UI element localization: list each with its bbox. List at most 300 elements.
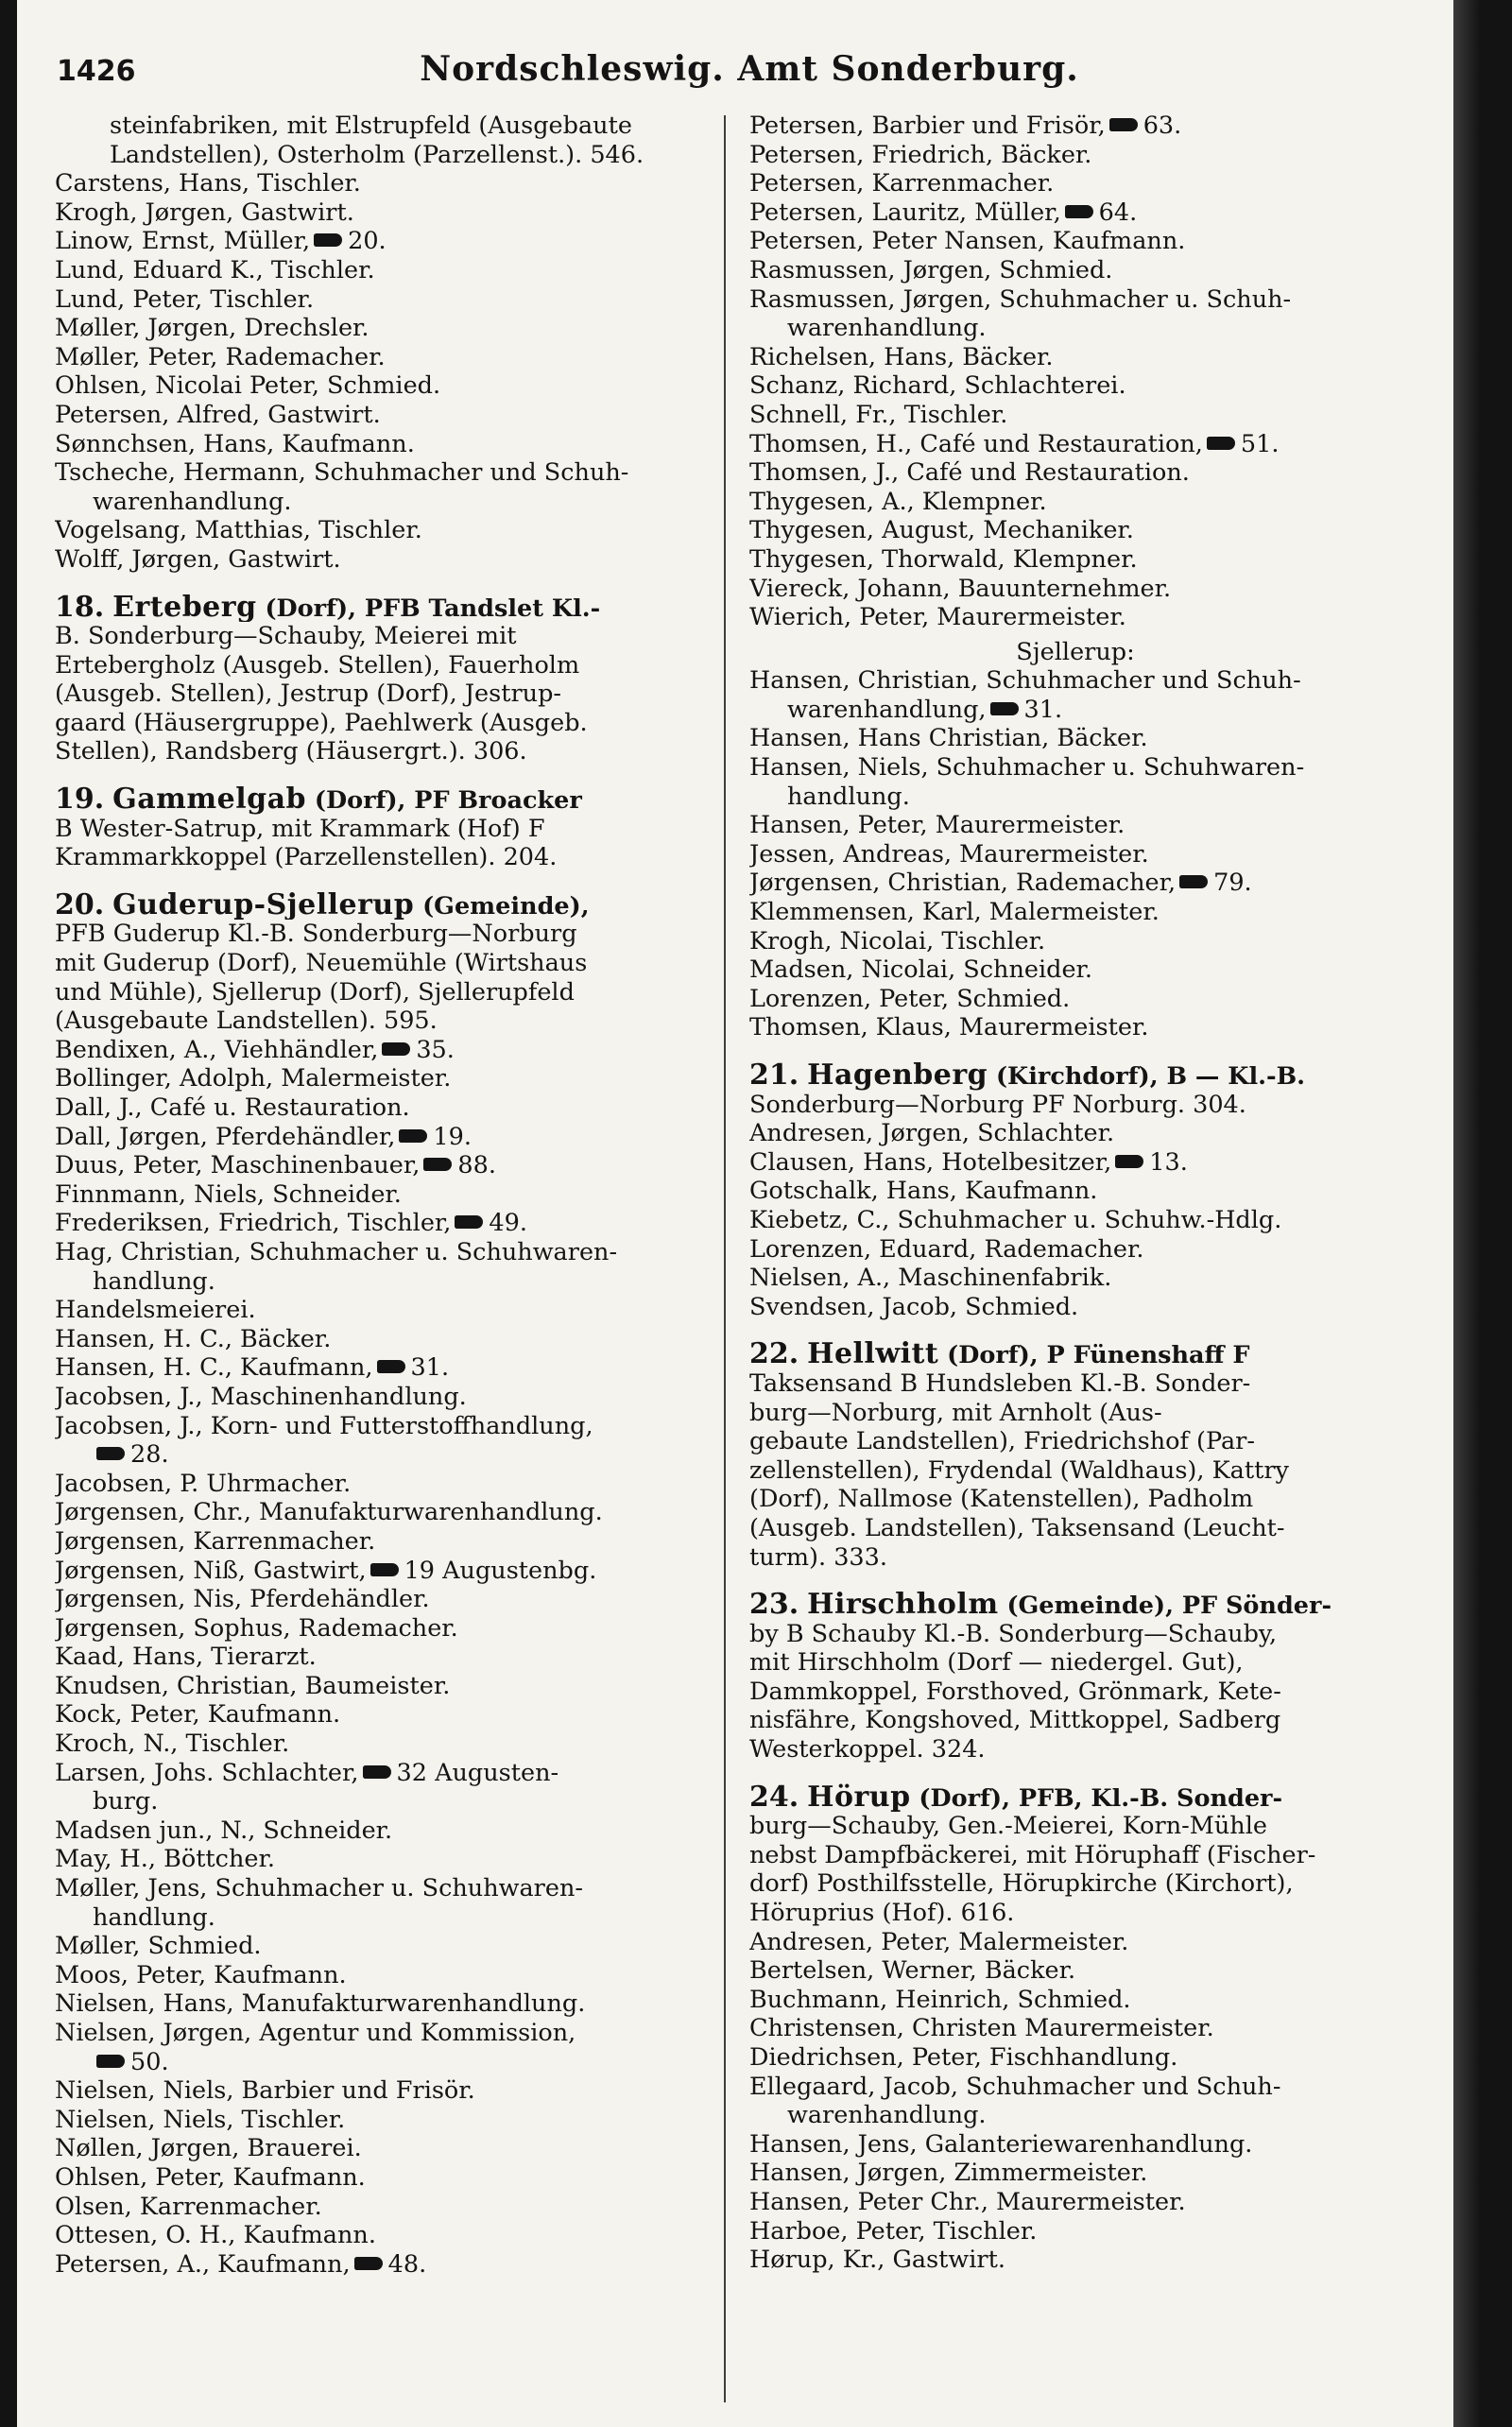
- entry-text: (Ausgeb. Stellen), Jestrup (Dorf), Jestrup-: [55, 680, 562, 709]
- entry-line: [55, 1036, 707, 1065]
- entry-text: Jessen, Andreas, Maurermeister.: [749, 839, 1149, 869]
- entry-text: Diedrichsen, Peter, Fischhandlung.: [749, 2043, 1178, 2072]
- section-gap: [55, 766, 707, 782]
- entry-line: [749, 1869, 1401, 1899]
- entry-text: Moos, Peter, Kaufmann.: [55, 1960, 347, 1989]
- entry-text: Westerkoppel. 324.: [749, 1735, 986, 1764]
- entry-text: (Dorf), PFB, Kl.-B. Sonder-: [910, 1783, 1283, 1813]
- entry-line: [749, 343, 1401, 372]
- entry-text: warenhandlung,: [787, 695, 987, 724]
- telephone-icon: [455, 1215, 483, 1229]
- section-number: 22.: [749, 1340, 799, 1369]
- entry-line: [749, 1620, 1401, 1649]
- section-heading: [55, 785, 707, 815]
- entry-line: [749, 1119, 1401, 1148]
- entry-line: [749, 783, 1401, 812]
- entry-line: [749, 141, 1401, 170]
- entry-text: Ertebergholz (Ausgeb. Stellen), Fauerholm: [55, 650, 580, 680]
- entry-line: [55, 651, 707, 680]
- entry-text: Dall, Jørgen, Pferdehändler,: [55, 1122, 396, 1151]
- entry-text: Tscheche, Hermann, Schuhmacher und Schuh-: [55, 458, 629, 488]
- entry-text: Nielsen, Niels, Tischler.: [55, 2105, 346, 2134]
- entry-text: Bertelsen, Werner, Bäcker.: [749, 1956, 1076, 1986]
- entry-line: [749, 1514, 1401, 1543]
- entry-line: [749, 1013, 1401, 1042]
- entry-line: [55, 1989, 707, 2019]
- entry-line: [749, 198, 1401, 228]
- entry-line: [55, 343, 707, 372]
- section-heading: [749, 1061, 1401, 1091]
- entry-text: steinfabriken, mit Elstrupfeld (Ausgebaute: [110, 112, 632, 140]
- section-heading: [749, 1591, 1401, 1620]
- entry-text: Ottesen, O. H., Kaufmann.: [55, 2221, 376, 2250]
- entry-text: Møller, Peter, Rademacher.: [55, 342, 386, 371]
- entry-text: Richelsen, Hans, Bäcker.: [749, 342, 1054, 371]
- entry-line: [55, 1585, 707, 1614]
- entry-line: [55, 2193, 707, 2222]
- entry-text: Kaad, Hans, Tierarzt.: [55, 1643, 317, 1672]
- entry-text: Kock, Peter, Kaufmann.: [55, 1700, 341, 1730]
- telephone-icon: [370, 1563, 399, 1576]
- entry-text: Taksensand B Hundsleben Kl.-B. Sonder-: [749, 1368, 1251, 1398]
- entry-line: [749, 545, 1401, 575]
- entry-line: [55, 2250, 707, 2280]
- phone-number: 13.: [1149, 1147, 1188, 1177]
- entry-line: [55, 2048, 707, 2077]
- entry-text: B Wester-Satrup, mit Krammark (Hof) F: [55, 814, 545, 843]
- entry-line: [55, 1700, 707, 1730]
- telephone-icon: [96, 1447, 125, 1460]
- entry-text: Lund, Peter, Tischler.: [55, 284, 315, 314]
- entry-text: warenhandlung.: [787, 314, 987, 343]
- entry-text: Lorenzen, Peter, Schmied.: [749, 984, 1071, 1013]
- entry-text: by B Schauby Kl.-B. Sonderburg—Schauby,: [749, 1619, 1278, 1648]
- entry-text: Jørgensen, Niß, Gastwirt,: [55, 1556, 367, 1585]
- column-divider: [724, 115, 726, 2402]
- entry-line: [749, 898, 1401, 927]
- entry-text: Landstellen), Osterholm (Parzellenst.). 546.: [110, 140, 644, 169]
- telephone-icon: [1179, 875, 1208, 888]
- entry-text: Petersen, Lauritz, Müller,: [749, 198, 1061, 227]
- entry-text: Ohlsen, Peter, Kaufmann.: [55, 2162, 366, 2192]
- entry-text: Thomsen, Klaus, Maurermeister.: [749, 1013, 1149, 1042]
- entry-line: [55, 737, 707, 766]
- entry-line: [749, 1206, 1401, 1235]
- entry-line: [55, 2163, 707, 2193]
- entry-line: [749, 1986, 1401, 2015]
- entry-line: [55, 2221, 707, 2250]
- entry-text: Wolff, Jørgen, Gastwirt.: [55, 544, 341, 574]
- section-place-name: Hörup: [807, 1782, 911, 1813]
- section-gap: [749, 1764, 1401, 1780]
- entry-line: [749, 2073, 1401, 2102]
- entry-line: [55, 1325, 707, 1354]
- telephone-icon: [399, 1129, 427, 1143]
- entry-text: mit Hirschholm (Dorf — niedergel. Gut),: [749, 1648, 1244, 1678]
- entry-line: [55, 1209, 707, 1238]
- section-gap: [749, 1321, 1401, 1336]
- entry-text: warenhandlung.: [93, 487, 292, 516]
- entry-text: Olsen, Karrenmacher.: [55, 2192, 322, 2221]
- telephone-icon: [1115, 1155, 1143, 1168]
- entry-line: [749, 927, 1401, 956]
- entry-text: Kroch, N., Tischler.: [55, 1730, 290, 1759]
- entry-text: Wierich, Peter, Maurermeister.: [749, 603, 1126, 632]
- phone-number: 64.: [1098, 198, 1138, 227]
- entry-text: Thygesen, A., Klempner.: [749, 487, 1047, 516]
- entry-line: [749, 458, 1401, 488]
- entry-line: [749, 285, 1401, 315]
- entry-line: [55, 1412, 707, 1441]
- phone-number: 50.: [130, 2047, 169, 2076]
- telephone-icon: [1065, 205, 1093, 218]
- entry-line: [55, 2019, 707, 2048]
- entry-line: [55, 920, 707, 949]
- entry-text: Krogh, Jørgen, Gastwirt.: [55, 198, 354, 227]
- entry-text: PFB Guderup Kl.-B. Sonderburg—Norburg: [55, 920, 577, 949]
- phone-number: 32 Augusten-: [396, 1758, 559, 1787]
- entry-line: [749, 2217, 1401, 2246]
- entry-line: [55, 169, 707, 198]
- entry-line: [749, 169, 1401, 198]
- entry-text: nebst Dampfbäckerei, mit Höruphaff (Fischer-: [749, 1840, 1316, 1869]
- entry-text: Thomsen, H., Café und Restauration,: [749, 429, 1203, 458]
- entry-line: [55, 680, 707, 709]
- entry-text: Hansen, Jens, Galanteriewarenhandlung.: [749, 2129, 1253, 2159]
- entry-line: [749, 575, 1401, 604]
- entry-line: [55, 1557, 707, 1586]
- entry-text: Madsen, Nicolai, Schneider.: [749, 955, 1093, 985]
- entry-line: [55, 2106, 707, 2135]
- entry-text: Schanz, Richard, Schlachterei.: [749, 371, 1126, 401]
- entry-text: Jørgensen, Christian, Rademacher,: [749, 869, 1177, 898]
- entry-line: [749, 371, 1401, 401]
- entry-text: Møller, Jørgen, Drechsler.: [55, 314, 369, 343]
- section-gap: [749, 1572, 1401, 1587]
- entry-line: [55, 622, 707, 651]
- phone-number: 79.: [1213, 869, 1252, 898]
- entry-text: Hag, Christian, Schuhmacher u. Schuhwaren-: [55, 1237, 618, 1266]
- entry-text: Thygesen, August, Mechaniker.: [749, 516, 1134, 545]
- entry-line: [55, 1874, 707, 1903]
- entry-line: [55, 285, 707, 315]
- entry-line: [55, 1730, 707, 1759]
- entry-line: [749, 516, 1401, 545]
- entry-line: [749, 1091, 1401, 1120]
- entry-line: [55, 430, 707, 459]
- entry-line: [749, 1148, 1401, 1178]
- entry-text: (Ausgebaute Landstellen). 595.: [55, 1007, 438, 1036]
- entry-line: [55, 1961, 707, 1990]
- entry-line: [749, 1735, 1401, 1764]
- page-edge-shadow: [1453, 0, 1482, 2427]
- entry-text: Rasmussen, Jørgen, Schuhmacher u. Schuh-: [749, 284, 1292, 314]
- entry-text: gaard (Häusergruppe), Paehlwerk (Ausgeb.: [55, 708, 588, 737]
- entry-text: Møller, Jens, Schuhmacher u. Schuhwaren-: [55, 1874, 583, 1903]
- telephone-icon: [1207, 437, 1235, 450]
- entry-line: [55, 1845, 707, 1874]
- entry-line: [749, 1369, 1401, 1399]
- entry-text: mit Guderup (Dorf), Neuemühle (Wirtshaus: [55, 949, 588, 978]
- phone-number: 48.: [387, 2249, 427, 2279]
- entry-text: (Ausgeb. Landstellen), Taksensand (Leucht-: [749, 1513, 1285, 1542]
- entry-line: [749, 1956, 1401, 1986]
- entry-line: [55, 1932, 707, 1961]
- entry-text: Schnell, Fr., Tischler.: [749, 400, 1008, 429]
- entry-line: [55, 2076, 707, 2106]
- section-place-name: Hirschholm: [807, 1591, 999, 1620]
- entry-text: Gotschalk, Hans, Kaufmann.: [749, 1177, 1098, 1206]
- entry-text: Sønnchsen, Hans, Kaufmann.: [55, 429, 415, 458]
- telephone-icon: [363, 1765, 391, 1779]
- entry-text: Hansen, Peter, Maurermeister.: [749, 811, 1125, 840]
- entry-line: [55, 1093, 707, 1123]
- entry-line: [749, 1235, 1401, 1265]
- entry-text: Dammkoppel, Forsthoved, Grönmark, Kete-: [749, 1677, 1281, 1706]
- entry-text: Lorenzen, Eduard, Rademacher.: [749, 1234, 1144, 1264]
- entry-line: [749, 2014, 1401, 2043]
- entry-line: [749, 985, 1401, 1014]
- entry-text: nisfähre, Kongshoved, Mittkoppel, Sadberg: [749, 1706, 1281, 1735]
- entry-text: Hansen, H. C., Kaufmann,: [55, 1353, 373, 1383]
- entry-text: Linow, Ernst, Müller,: [55, 227, 311, 256]
- entry-text: Hansen, Niels, Schuhmacher u. Schuhwaren-: [749, 753, 1305, 783]
- entry-line: [749, 811, 1401, 840]
- entry-line: [55, 1123, 707, 1152]
- entry-text: Jacobsen, P. Uhrmacher.: [55, 1469, 352, 1498]
- entry-text: (Dorf), Nallmose (Katenstellen), Padholm: [749, 1485, 1254, 1514]
- entry-text: handlung.: [93, 1266, 215, 1296]
- entry-text: Carstens, Hans, Tischler.: [55, 169, 361, 198]
- section-heading: [749, 1783, 1401, 1813]
- entry-line: [55, 1816, 707, 1846]
- entry-text: Krogh, Nicolai, Tischler.: [749, 926, 1046, 955]
- section-gap: [55, 872, 707, 887]
- entry-line: [749, 1456, 1401, 1486]
- entry-text: Møller, Schmied.: [55, 1932, 262, 1961]
- entry-text: handlung.: [93, 1902, 215, 1932]
- entry-line: [749, 2159, 1401, 2188]
- entry-line: [55, 141, 707, 170]
- entry-text: (Dorf), PF Broacker: [306, 786, 582, 815]
- entry-text: Vogelsang, Matthias, Tischler.: [55, 516, 422, 545]
- entry-text: turm). 333.: [749, 1542, 887, 1572]
- entry-text: burg—Norburg, mit Arnholt (Aus-: [749, 1398, 1162, 1427]
- telephone-icon: [382, 1042, 410, 1056]
- entry-line: [55, 2134, 707, 2163]
- entry-text: May, H., Böttcher.: [55, 1845, 275, 1874]
- entry-line: [55, 1672, 707, 1701]
- entry-line: [55, 545, 707, 575]
- section-number: 20.: [55, 890, 105, 921]
- entry-text: Petersen, Friedrich, Bäcker.: [749, 140, 1092, 169]
- entry-line: [55, 1296, 707, 1325]
- entry-line: [55, 1064, 707, 1093]
- entry-text: Ellegaard, Jacob, Schuhmacher und Schuh-: [749, 2072, 1281, 2101]
- entry-text: Viereck, Johann, Bauunternehmer.: [749, 574, 1172, 603]
- section-place-name: Gammelgab: [112, 785, 307, 815]
- entry-line: [749, 724, 1401, 753]
- entry-line: [55, 227, 707, 256]
- section-heading: [749, 1340, 1401, 1369]
- entry-text: gebaute Landstellen), Friedrichshof (Par-: [749, 1427, 1255, 1456]
- entry-text: warenhandlung.: [787, 2101, 987, 2130]
- phone-number: 51.: [1240, 429, 1280, 458]
- entry-line: [55, 1353, 707, 1383]
- entry-text: (Dorf), PFB Tandslet Kl.-: [256, 594, 601, 623]
- entry-line: [55, 401, 707, 430]
- entry-text: (Kirchdorf), B — Kl.-B.: [988, 1062, 1306, 1091]
- entry-line: [55, 1643, 707, 1672]
- entry-text: dorf) Posthilfsstelle, Hörupkirche (Kirchort),: [749, 1869, 1294, 1899]
- section-number: 24.: [749, 1782, 799, 1813]
- entry-text: handlung.: [787, 782, 910, 811]
- entry-line: [55, 1787, 707, 1816]
- entry-text: Jørgensen, Karrenmacher.: [55, 1526, 376, 1556]
- entry-line: [749, 430, 1401, 459]
- entry-text: Thygesen, Thorwald, Klempner.: [749, 544, 1138, 574]
- entry-line: [55, 256, 707, 285]
- entry-line: [749, 603, 1401, 632]
- entry-text: Ohlsen, Nicolai Peter, Schmied.: [55, 371, 441, 401]
- entry-line: [55, 1383, 707, 1412]
- entry-line: [749, 1485, 1401, 1514]
- entry-text: Nøllen, Jørgen, Brauerei.: [55, 2134, 362, 2163]
- entry-line: [749, 1293, 1401, 1322]
- entry-text: Nielsen, Niels, Barbier und Frisör.: [55, 2076, 475, 2106]
- entry-line: [749, 696, 1401, 725]
- section-place-name: Hagenberg: [807, 1061, 988, 1091]
- entry-line: [55, 1759, 707, 1788]
- entry-text: Christensen, Christen Maurermeister.: [749, 2014, 1214, 2043]
- entry-line: [749, 2246, 1401, 2275]
- entry-text: Hansen, Christian, Schuhmacher und Schuh-: [749, 666, 1301, 696]
- entry-text: Thomsen, J., Café und Restauration.: [749, 458, 1190, 488]
- running-title: Nordschleswig. Amt Sonderburg.: [420, 49, 1079, 89]
- entry-line: [749, 2101, 1401, 2130]
- entry-text: Höruprius (Hof). 616.: [749, 1899, 1015, 1928]
- phone-number: 19 Augustenbg.: [404, 1556, 597, 1585]
- entry-line: [55, 1614, 707, 1644]
- entry-line: [749, 1928, 1401, 1957]
- entry-text: Dall, J., Café u. Restauration.: [55, 1093, 410, 1122]
- entry-text: Jørgensen, Chr., Manufakturwarenhandlung.: [55, 1498, 603, 1527]
- entry-line: [749, 314, 1401, 343]
- entry-line: [749, 1648, 1401, 1678]
- entry-text: Bendixen, A., Viehhändler,: [55, 1035, 379, 1064]
- entry-line: [55, 1007, 707, 1036]
- entry-line: [55, 843, 707, 872]
- entry-line: [55, 1498, 707, 1527]
- section-number: 23.: [749, 1591, 799, 1620]
- phone-number: 28.: [130, 1440, 169, 1470]
- entry-line: [55, 1527, 707, 1557]
- entry-line: [749, 1812, 1401, 1841]
- entry-text: Madsen jun., N., Schneider.: [55, 1816, 393, 1845]
- section-gap: [749, 1042, 1401, 1058]
- entry-text: Sjellerup:: [1016, 637, 1135, 666]
- section-place-name: Guderup-Sjellerup: [112, 890, 415, 921]
- entry-text: Petersen, Peter Nansen, Kaufmann.: [749, 227, 1186, 256]
- section-place-name: Hellwitt: [807, 1340, 939, 1369]
- section-number: 19.: [55, 785, 105, 815]
- entry-line: [55, 1180, 707, 1210]
- entry-line: [55, 1903, 707, 1933]
- phone-number: 31.: [410, 1353, 450, 1383]
- entry-line: [55, 458, 707, 488]
- entry-line: [749, 2043, 1401, 2073]
- entry-text: Frederiksen, Friedrich, Tischler,: [55, 1209, 452, 1238]
- entry-text: Andresen, Jørgen, Schlachter.: [749, 1119, 1115, 1148]
- section-heading: [55, 594, 707, 623]
- entry-text: Jacobsen, J., Korn- und Futterstoffhandlung,: [55, 1411, 593, 1440]
- entry-text: Andresen, Peter, Malermeister.: [749, 1927, 1129, 1956]
- telephone-icon: [990, 702, 1019, 715]
- entry-text: Harboe, Peter, Tischler.: [749, 2216, 1038, 2246]
- entry-text: Hansen, Jørgen, Zimmermeister.: [749, 2159, 1148, 2188]
- entry-text: Petersen, A., Kaufmann,: [55, 2249, 351, 2279]
- entry-line: [749, 753, 1401, 783]
- phone-number: 20.: [348, 227, 387, 256]
- entry-text: Nielsen, Hans, Manufakturwarenhandlung.: [55, 1989, 586, 2019]
- entry-line: [749, 955, 1401, 985]
- entry-text: Lund, Eduard K., Tischler.: [55, 255, 375, 284]
- entry-text: Rasmussen, Jørgen, Schmied.: [749, 255, 1113, 284]
- entry-text: Stellen), Randsberg (Häusergrt.). 306.: [55, 737, 527, 766]
- entry-line: [55, 112, 707, 141]
- entry-line: [55, 949, 707, 978]
- entry-text: Jacobsen, J., Maschinenhandlung.: [55, 1382, 467, 1411]
- entry-text: Kiebetz, C., Schuhmacher u. Schuhw.-Hdlg.: [749, 1205, 1282, 1234]
- entry-text: (Gemeinde), PF Sönder-: [998, 1592, 1332, 1620]
- phone-number: 31.: [1023, 695, 1063, 724]
- entry-line: [55, 314, 707, 343]
- entry-text: Petersen, Barbier und Frisör,: [749, 112, 1106, 140]
- page-header: [17, 49, 1482, 106]
- entry-line: [749, 1678, 1401, 1707]
- entry-text: Duus, Peter, Maschinenbauer,: [55, 1151, 421, 1180]
- entry-text: und Mühle), Sjellerup (Dorf), Sjellerupfeld: [55, 977, 575, 1007]
- entry-text: burg.: [93, 1787, 159, 1816]
- section-gap: [55, 575, 707, 590]
- entry-text: Sonderburg—Norburg PF Norburg. 304.: [749, 1090, 1246, 1119]
- telephone-icon: [314, 233, 342, 247]
- entry-line: [55, 371, 707, 401]
- entry-text: Petersen, Alfred, Gastwirt.: [55, 400, 381, 429]
- entry-line: [749, 1543, 1401, 1573]
- entry-line: [749, 1899, 1401, 1928]
- entry-line: [55, 709, 707, 738]
- entry-text: Nielsen, A., Maschinenfabrik.: [749, 1264, 1112, 1293]
- entry-line: [55, 1267, 707, 1297]
- page-number: 1426: [57, 55, 136, 88]
- entry-text: Handelsmeierei.: [55, 1296, 256, 1325]
- entry-text: Hansen, Peter Chr., Maurermeister.: [749, 2187, 1186, 2216]
- entry-text: Nielsen, Jørgen, Agentur und Kommission,: [55, 2019, 576, 2047]
- entry-line: [749, 112, 1401, 141]
- entry-text: B. Sonderburg—Schauby, Meierei mit: [55, 622, 517, 651]
- entry-text: Hansen, H. C., Bäcker.: [55, 1324, 332, 1353]
- entry-text: Larsen, Johs. Schlachter,: [55, 1758, 359, 1787]
- phone-number: 35.: [416, 1035, 455, 1064]
- entry-text: Buchmann, Heinrich, Schmied.: [749, 1985, 1131, 2014]
- entry-line: [749, 227, 1401, 256]
- entry-text: Hørup, Kr., Gastwirt.: [749, 2246, 1005, 2275]
- entry-line: [749, 2130, 1401, 2160]
- phone-number: 88.: [457, 1151, 496, 1180]
- entry-line: [55, 1151, 707, 1180]
- phone-number: 19.: [433, 1122, 472, 1151]
